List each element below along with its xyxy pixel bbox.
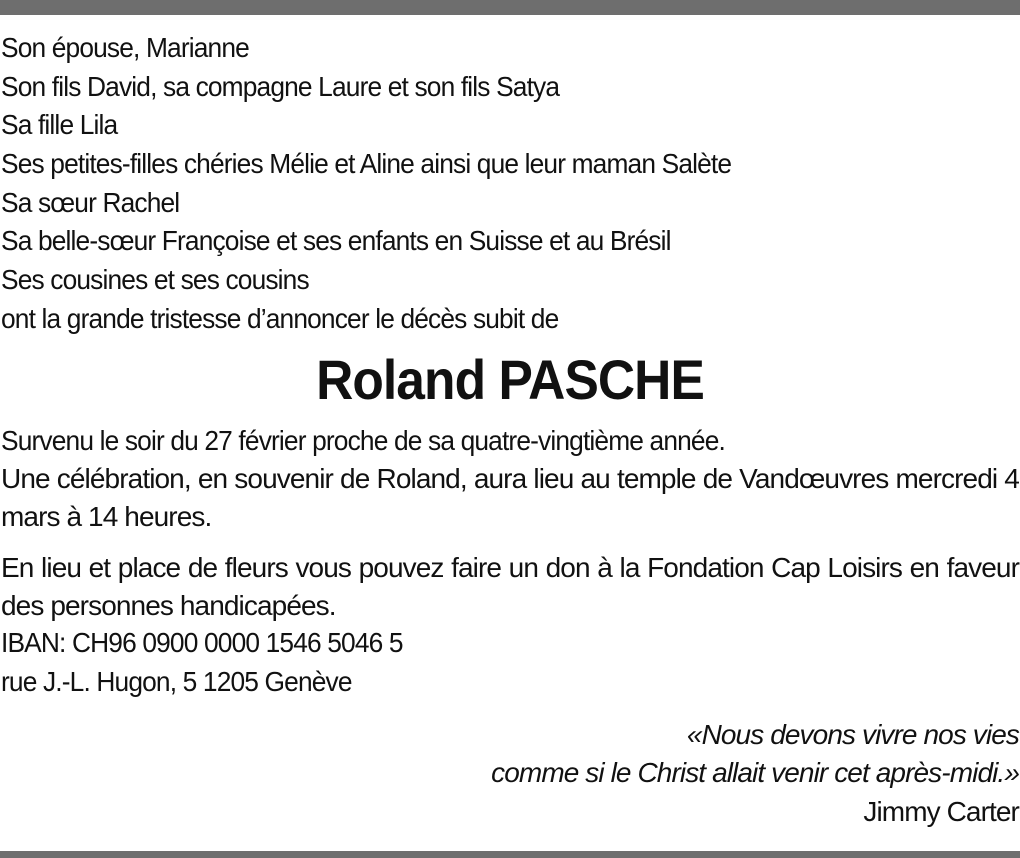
donation-iban: IBAN: CH96 0900 0000 1546 5046 5 (1, 627, 403, 659)
family-line: Son épouse, Marianne (1, 32, 249, 63)
family-line: Sa sœur Rachel (1, 186, 180, 218)
family-line: Ses cousines et ses cousins (1, 264, 309, 296)
quote-block (1, 716, 1019, 832)
ceremony-details: Une célébration, en souvenir de Roland, aura lieu au temple de Vandœuvres mercredi 4 mars à 14 heures. (1, 463, 1019, 532)
family-list (1, 29, 1019, 339)
family-line: Sa fille Lila (1, 109, 118, 141)
family-line: Sa belle-sœur Françoise et ses enfants en Suisse et au Brésil (1, 225, 671, 257)
announcement-intro: ont la grande tristesse d’annoncer le décès subit de (1, 302, 559, 334)
quote-line: «Nous devons vivre nos vies (686, 718, 1019, 750)
donation-text: En lieu et place de fleurs vous pouvez faire un don à la Fondation Cap Loisirs en faveur des personnes handicapées. (1, 552, 1019, 621)
deceased-name: Roland PASCHE (316, 347, 704, 411)
family-line: Ses petites-filles chéries Mélie et Aline ainsi que leur maman Salète (1, 148, 732, 180)
quote-line: comme si le Christ allait venir cet après-midi.» (491, 757, 1019, 789)
family-line: Son fils David, sa compagne Laure et son fils Satya (1, 70, 560, 102)
donation-address: rue J.-L. Hugon, 5 1205 Genève (1, 665, 352, 697)
bottom-rule (0, 851, 1020, 858)
passing-details: Survenu le soir du 27 février proche de sa quatre-vingtième année. (1, 424, 725, 456)
obituary-notice (1, 29, 1019, 832)
quote-author: Jimmy Carter (863, 795, 1019, 827)
top-rule (0, 0, 1020, 15)
